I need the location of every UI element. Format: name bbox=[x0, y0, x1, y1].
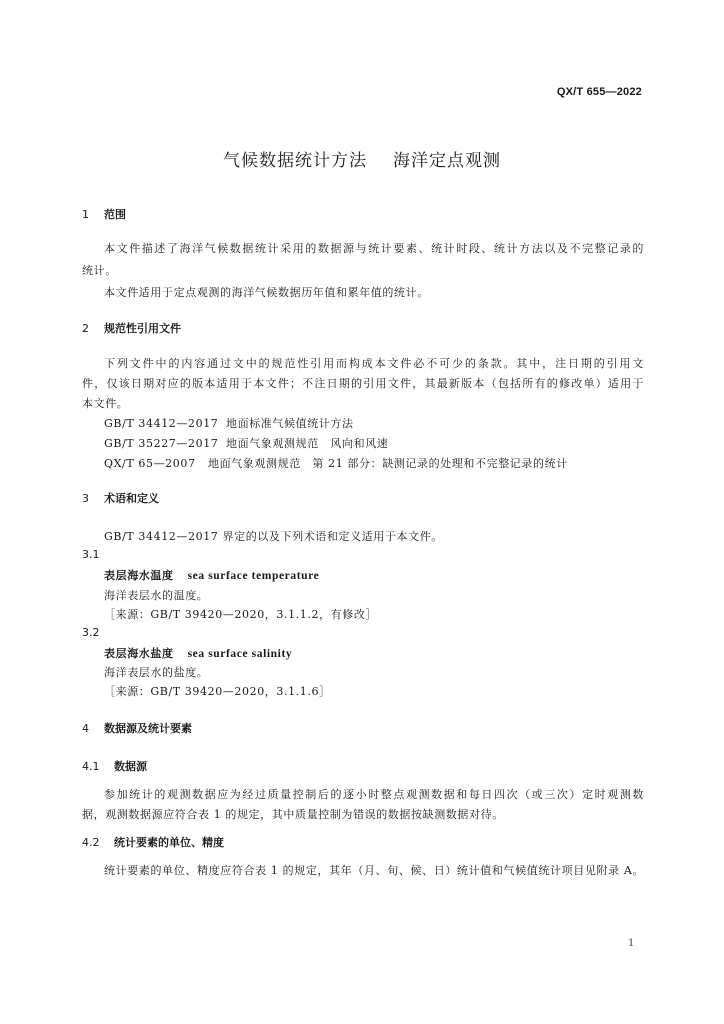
subsection-4-1-line-1: 参加统计的观测数据应为经过质量控制后的逐小时整点观测数据和每日四次（或三次）定时观测数 bbox=[104, 788, 644, 801]
subsection-4-1-heading bbox=[82, 758, 147, 774]
term-number bbox=[82, 548, 100, 561]
section-1-paragraph-1-line-2: 统计。 bbox=[82, 264, 117, 277]
subsection-4-1-line-2: 据，观测数据源应符合表 1 的规定，其中质量控制为错误的数据按缺测数据对待。 bbox=[82, 808, 504, 821]
section-3-heading bbox=[82, 490, 159, 506]
section-2-heading bbox=[82, 320, 181, 336]
subsection-4-1-number: 4.1 bbox=[82, 760, 100, 773]
normative-reference bbox=[104, 415, 354, 431]
section-3-title: 术语和定义 bbox=[104, 492, 159, 505]
section-1-number: 1 bbox=[82, 208, 89, 221]
subsection-4-2-heading bbox=[82, 834, 224, 850]
term-chinese: 表层海水温度 bbox=[104, 569, 174, 582]
section-2-paragraph-line-1: 下列文件中的内容通过文中的规范性引用而构成本文件必不可少的条款。其中，注日期的引用文 bbox=[104, 357, 644, 370]
section-1-paragraph-1-line-1: 本文件描述了海洋气候数据统计采用的数据源与统计要素、统计时段、统计方法以及不完整记录的 bbox=[104, 242, 644, 255]
term-definition: 海洋表层水的盐度。 bbox=[104, 666, 209, 679]
section-3-intro: GB/T 34412—2017 界定的以及下列术语和定义适用于本文件。 bbox=[104, 530, 443, 543]
subsection-4-2-title: 统计要素的单位、精度 bbox=[114, 836, 224, 849]
term-english: sea surface salinity bbox=[187, 648, 293, 660]
subsection-4-2-line-1: 统计要素的单位、精度应符合表 1 的规定，其年（月、旬、候、日）统计值和气候值统计项目见附录 A。 bbox=[104, 864, 644, 877]
section-2-paragraph-line-2: 件，仅该日期对应的版本适用于本文件；不注日期的引用文件，其最新版本（包括所有的修改单）适用于 bbox=[82, 377, 644, 390]
term-entry bbox=[104, 645, 292, 661]
section-1-title: 范围 bbox=[104, 208, 126, 221]
term-english: sea surface temperature bbox=[187, 570, 320, 582]
section-4-title: 数据源及统计要素 bbox=[104, 722, 192, 735]
reference-title: 地面气象观测规范 第 21 部分：缺测记录的处理和不完整记录的统计 bbox=[208, 457, 568, 470]
page-number: 1 bbox=[628, 938, 635, 949]
term-definition: 海洋表层水的温度。 bbox=[104, 589, 209, 602]
title-part-1: 气候数据统计方法 bbox=[223, 151, 367, 171]
reference-code: GB/T 35227—2017 bbox=[104, 437, 219, 450]
section-2-number: 2 bbox=[82, 322, 89, 335]
reference-title: 地面气象观测规范 风向和风速 bbox=[226, 437, 389, 450]
subsection-4-1-title: 数据源 bbox=[114, 760, 147, 773]
section-3-number: 3 bbox=[82, 492, 89, 505]
term-number-label: 3.2 bbox=[82, 626, 100, 639]
normative-reference bbox=[104, 455, 568, 471]
section-2-paragraph-line-3: 本文件。 bbox=[82, 397, 129, 410]
document-title bbox=[0, 146, 724, 171]
title-part-2: 海洋定点观测 bbox=[393, 151, 501, 171]
section-4-heading bbox=[82, 720, 192, 736]
term-source: ［来源：GB/T 39420—2020，3.1.1.2，有修改］ bbox=[104, 608, 378, 621]
section-2-title: 规范性引用文件 bbox=[104, 322, 181, 335]
section-1-paragraph-2: 本文件适用于定点观测的海洋气候数据历年值和累年值的统计。 bbox=[104, 286, 429, 299]
term-number-label: 3.1 bbox=[82, 548, 100, 561]
reference-title: 地面标准气候值统计方法 bbox=[226, 417, 354, 430]
subsection-4-2-number: 4.2 bbox=[82, 836, 100, 849]
reference-code: GB/T 34412—2017 bbox=[104, 417, 219, 430]
reference-code: QX/T 65—2007 bbox=[104, 457, 196, 470]
section-4-number: 4 bbox=[82, 722, 89, 735]
term-source: ［来源：GB/T 39420—2020，3.1.1.6］ bbox=[104, 685, 331, 698]
normative-reference bbox=[104, 435, 388, 451]
term-number bbox=[82, 626, 100, 639]
standard-number: QX/T 655—2022 bbox=[556, 86, 642, 98]
section-1-heading bbox=[82, 206, 126, 222]
term-entry bbox=[104, 567, 319, 583]
term-chinese: 表层海水盐度 bbox=[104, 647, 174, 660]
